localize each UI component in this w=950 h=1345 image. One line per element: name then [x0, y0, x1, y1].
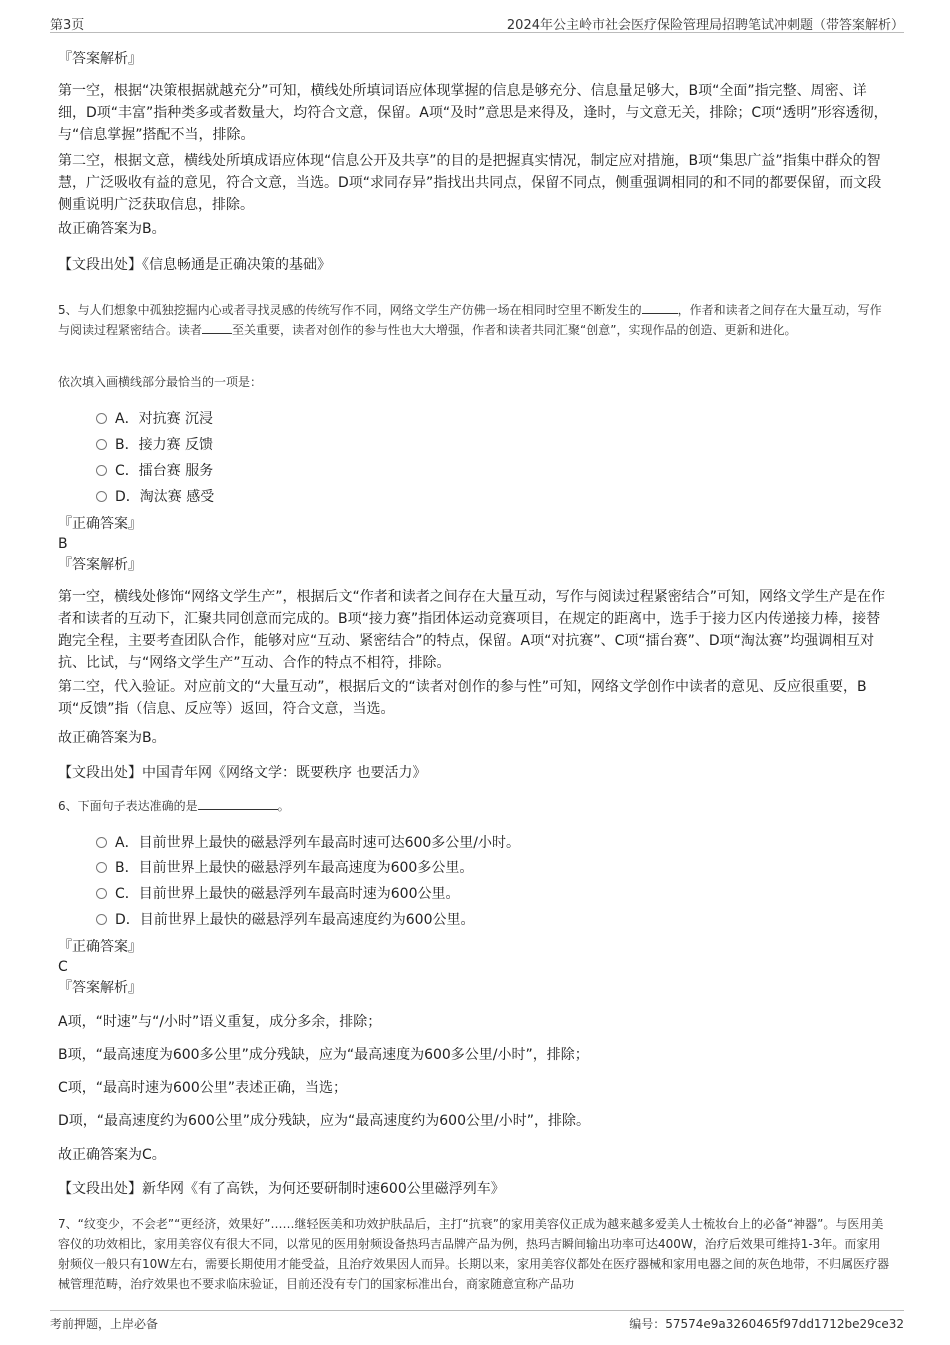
q5-analysis-label: 『答案解析』 [58, 557, 142, 573]
page-footer [50, 1310, 904, 1335]
q5-option-d[interactable]: D．淘汰赛 感受 [96, 487, 214, 507]
q5-option-c[interactable]: C．擂台赛 服务 [96, 461, 213, 481]
q6-stem: 6、下面句子表达准确的是 。 [58, 799, 290, 813]
q6-source: 【文段出处】新华网《有了高铁，为何还要研制时速600公里磁浮列车》 [58, 1181, 505, 1197]
q6-analysis-label: 『答案解析』 [58, 980, 142, 996]
radio-icon[interactable] [96, 439, 107, 450]
q6-analysis-line-b: B项，“最高速度为600多公里”成分残缺，应为“最高速度为600多公里/小时”，排除； [58, 1047, 589, 1063]
q6-analysis-line-c: C项，“最高时速为600公里”表述正确，当选； [58, 1080, 348, 1096]
q6-correct-answer: C [58, 959, 68, 975]
q4-analysis-para1: 第一空，根据“决策根据就越充分”可知，横线处所填词语应体现掌握的信息是够充分、信息量足够大，B项“全面”指完整、周密、详细，D项“丰富”指种类多或者数量大，均符合文意，保留。A项“及时”意思是来得及，逢时，与文意无关，排除；C项“透明”形容透彻，与“信息掌握”搭配不当，排除。 [58, 83, 888, 143]
q7-stem: 7、“纹变少，不会老”“更经济，效果好”……继轻医美和功效护肤品后，主打“抗衰”的家用美容仪正成为越来越多爱美人士梳妆台上的必备“神器”。与医用美容仪的功效相比，家用美容仪有很大不同，以常见的医用射频设备热玛吉品牌产品为例，热玛吉瞬间输出功率可达400W，治疗后效果可维持1-3年。而家用射频仪一般只有10W左右，需要长期使用才能受益，且治疗效果因人而异。长期以来，家用美容仪都处在医疗器械和家用电器之间的灰色地带，不归属医疗器械管理范畴，治疗效果也不要求临床验证，目前还没有专门的国家标准出台，商家随意宣称产品功 [58, 1217, 890, 1291]
radio-icon[interactable] [96, 914, 107, 925]
radio-icon[interactable] [96, 465, 107, 476]
q5-conclusion: 故正确答案为B。 [58, 730, 166, 746]
q5-instruction: 依次填入画横线部分最恰当的一项是： [58, 375, 263, 389]
q4-conclusion: 故正确答案为B。 [58, 221, 166, 237]
q4-source: 【文段出处】《信息畅通是正确决策的基础》 [58, 257, 331, 273]
radio-icon[interactable] [96, 888, 107, 899]
q5-option-b[interactable]: B．接力赛 反馈 [96, 435, 213, 455]
q5-analysis-para1: 第一空，横线处修饰“网络文学生产”，根据后文“作者和读者之间存在大量互动，写作与阅读过程紧密结合”可知，网络文学生产是在作者和读者的互动下，汇聚共同创意而完成的。B项“接力赛”指团体运动竞赛项目，在规定的距离中，选手于接力区内传递接力棒，接替跑完全程，主要考查团队合作，能够对应“互动、紧密结合”的特点，保留。A项“对抗赛”、C项“擂台赛”、D项“淘汰赛”均强调相互对抗、比试，与“网络文学生产”互动、合作的特点不相符，排除。 [58, 589, 886, 671]
radio-icon[interactable] [96, 837, 107, 848]
q6-conclusion: 故正确答案为C。 [58, 1147, 166, 1163]
footer-slogan: 考前押题，上岸必备 [50, 1317, 159, 1331]
blank-2 [202, 321, 232, 334]
q5-source: 【文段出处】中国青年网《网络文学：既要秩序 也要活力》 [58, 765, 427, 781]
document-id: 编号：57574e9a3260465f97dd1712be29ce32 [629, 1317, 904, 1331]
q5-correct-label: 『正确答案』 [58, 516, 142, 532]
q6-option-d[interactable]: D．目前世界上最快的磁悬浮列车最高速度约为600公里。 [96, 910, 475, 930]
blank [198, 797, 278, 810]
q6-analysis-line-d: D项，“最高速度约为600公里”成分残缺，应为“最高速度约为600公里/小时”，排除。 [58, 1113, 590, 1129]
q5-correct-answer: B [58, 536, 68, 552]
page-number: 第3页 [50, 18, 85, 33]
q6-analysis-line-a: A项，“时速”与“/小时”语义重复，成分多余，排除； [58, 1014, 382, 1030]
q6-option-b[interactable]: B．目前世界上最快的磁悬浮列车最高速度为600多公里。 [96, 858, 473, 878]
q4-analysis-para2: 第二空，根据文意，横线处所填成语应体现“信息公开及共享”的目的是把握真实情况，制定应对措施，B项“集思广益”指集中群众的智慧，广泛吸收有益的意见，符合文意，当选。D项“求同存异”指找出共同点，保留不同点，侧重强调相同的和不同的都要保留，而文段侧重说明广泛获取信息，排除。 [58, 153, 882, 213]
radio-icon[interactable] [96, 491, 107, 502]
q5-analysis-para2: 第二空，代入验证。对应前文的“大量互动”，根据后文的“读者对创作的参与性”可知，网络文学创作中读者的意见、反应很重要，B项“反馈”指（信息、反应等）返回，符合文意，当选。 [58, 679, 867, 717]
q4-analysis-label: 『答案解析』 [58, 51, 142, 67]
q5-option-a[interactable]: A．对抗赛 沉浸 [96, 409, 213, 429]
radio-icon[interactable] [96, 413, 107, 424]
q6-correct-label: 『正确答案』 [58, 939, 142, 955]
q6-option-a[interactable]: A．目前世界上最快的磁悬浮列车最高时速可达600多公里/小时。 [96, 833, 520, 853]
q5-stem: 5、与人们想象中孤独挖掘内心或者寻找灵感的传统写作不同，网络文学生产仿佛一场在相同时空里不断发生的 ，作者和读者之间存在大量互动，写作与阅读过程紧密结合。读者 至关重要，读者对创作的参与性也大大增强，作者和读者共同汇聚“创意”，实现作品的创造、更新和进化。 [58, 303, 882, 337]
blank-1 [642, 301, 678, 314]
document-title: 2024年公主岭市社会医疗保险管理局招聘笔试冲刺题（带答案解析） [506, 18, 904, 33]
q6-option-c[interactable]: C．目前世界上最快的磁悬浮列车最高时速为600公里。 [96, 884, 460, 904]
radio-icon[interactable] [96, 862, 107, 873]
